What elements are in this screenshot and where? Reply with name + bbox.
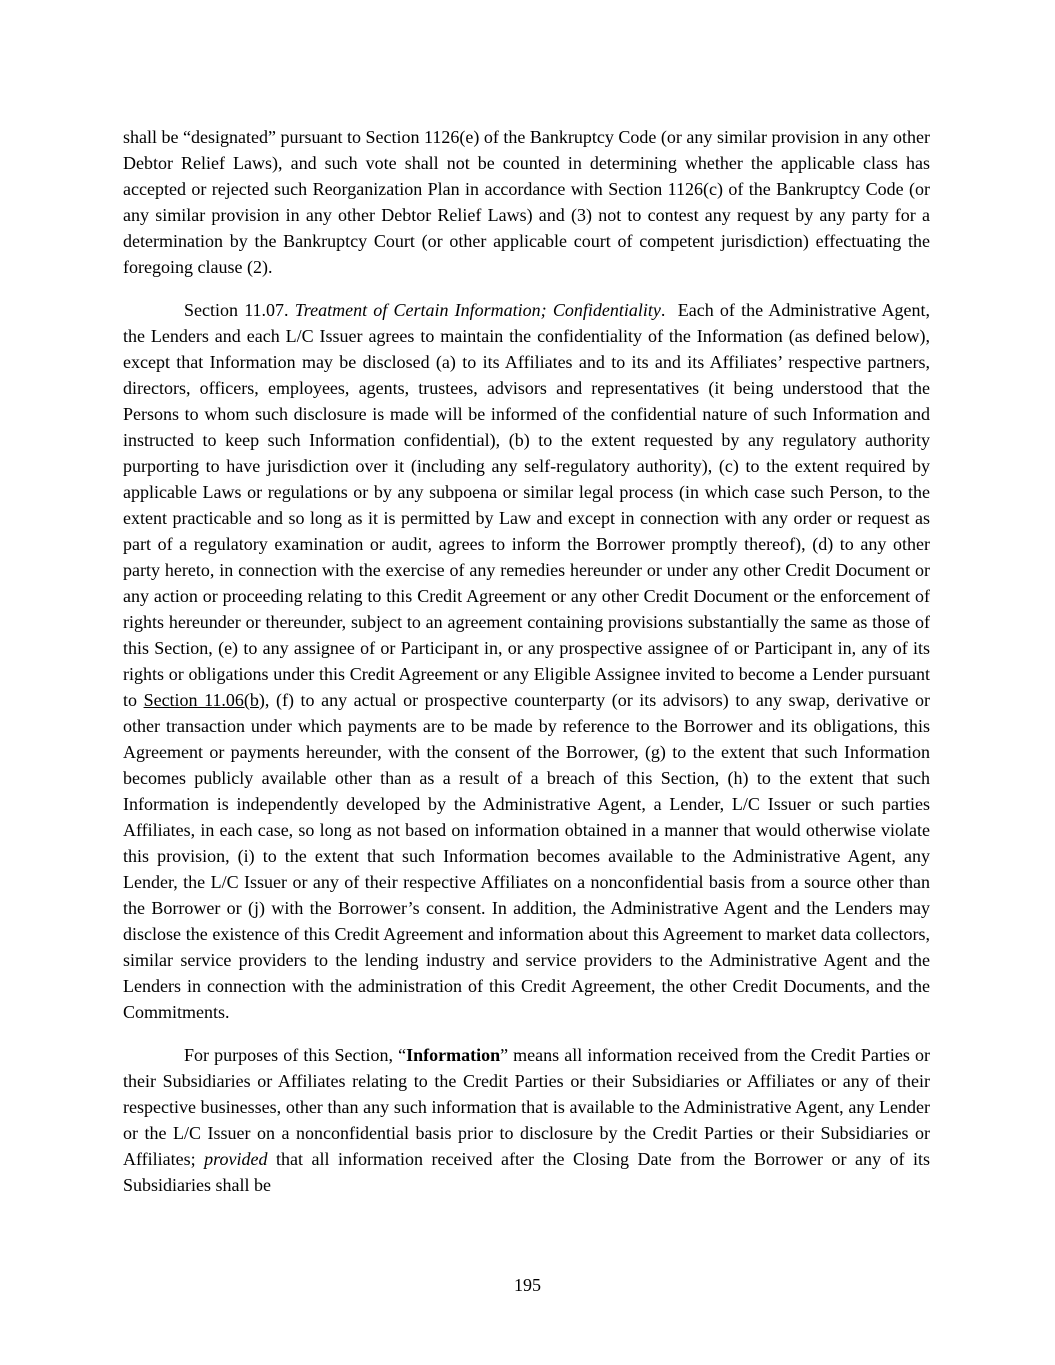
text-run: Section 11.07. bbox=[184, 300, 295, 320]
text-run: . Each of the Administrative Agent, the Lenders and each L/C Issuer agrees to maintain the confidentiality of the Information (as defined below), except that Information may be disclosed (a) to its Affiliates and to its and its Affiliates’ respective partners, directors, officers, employees, agents, trustees, advisors and representatives (it being understood that the Persons to whom such disclosure is made will be informed of the confidential nature of such Information and instructed to keep such Information confidential), (b) to the extent requested by any regulatory authority purporting to have jurisdiction over it (including any self-regulatory authority), (c) to the extent required by applicable Laws or regulations or by any subpoena or similar legal process (in which case such Person, to the extent practicable and so long as it is permitted by Law and except in connection with any order or request as part of a regulatory examination or audit, agrees to inform the Borrower promptly thereof), (d) to any other party hereto, in connection with the exercise of any remedies hereunder or under any other Credit Document or any action or proceeding relating to this Credit Agreement or any other Credit Document or the enforcement of rights hereunder or thereunder, subject to an agreement containing provisions substantially the same as those of this Section, (e) to any assignee of or Participant in, or any prospective assignee of or Participant in, any of its rights or obligations under this Credit Agreement or any Eligible Assignee invited to become a Lender pursuant to bbox=[123, 300, 930, 710]
paragraph bbox=[123, 1042, 930, 1198]
text-run: ” means all information received from the Credit Parties or their Subsidiaries or Affiliates relating to the Credit Parties or their Subsidiaries or Affiliates or any of their respective businesses, other than any such information that is available to the Administrative Agent, any Lender or the L/C Issuer on a nonconfidential basis prior to disclosure by the Credit Parties or their Subsidiaries or Affiliates; bbox=[123, 1045, 930, 1169]
page-footer bbox=[0, 1272, 1055, 1298]
text-run: For purposes of this Section, “ bbox=[184, 1045, 407, 1065]
paragraph bbox=[123, 297, 930, 1025]
paragraph bbox=[123, 124, 930, 280]
text-run: (f) to any actual or prospective counterparty (or its advisors) to any swap, derivative or other transaction under which payments are to be made by reference to the Borrower and its obligations, this Agreement or payments hereunder, with the consent of the Borrower, (g) to the extent that such Information becomes publicly available other than as a result of a breach of this Section, (h) to the extent that such Information is independently developed by the Administrative Agent, a Lender, L/C Issuer or such parties Affiliates, in each case, so long as not based on information obtained in a manner that would otherwise violate this provision, (i) to the extent that such Information becomes available to the Administrative Agent, any Lender, the L/C Issuer or any of their respective Affiliates on a nonconfidential basis from a source other than the Borrower or (j) with the Borrower’s consent. In addition, the Administrative Agent and the Lenders may disclose the existence of this Credit Agreement and information about this Agreement to market data collectors, similar service providers to the lending industry and service providers to the Administrative Agent and the Lenders in connection with the administration of this Credit Agreement, the other Credit Documents, and the Commitments. bbox=[123, 690, 930, 1022]
text-run: that all information received after the Closing Date from the Borrower or any of its Subsidiaries shall be bbox=[123, 1149, 930, 1195]
text-run: Treatment of Certain Information; Confidentiality bbox=[294, 300, 661, 320]
page-number: 195 bbox=[514, 1275, 541, 1295]
text-run: provided bbox=[204, 1149, 268, 1169]
document-body bbox=[123, 124, 930, 1198]
text-run: Information bbox=[406, 1045, 501, 1065]
text-run: shall be “designated” pursuant to Section 1126(e) of the Bankruptcy Code (or any similar provision in any other Debtor Relief Laws), and such vote shall not be counted in determining whether the applicable class has accepted or rejected such Reorganization Plan in accordance with Section 1126(c) of the Bankruptcy Code (or any similar provision in any other Debtor Relief Laws) and (3) not to contest any request by any party for a determination by the Bankruptcy Court (or other applicable court of competent jurisdiction) effectuating the foregoing clause (2). bbox=[123, 127, 930, 277]
section-reference-link[interactable]: Section 11.06(b), bbox=[143, 690, 270, 710]
